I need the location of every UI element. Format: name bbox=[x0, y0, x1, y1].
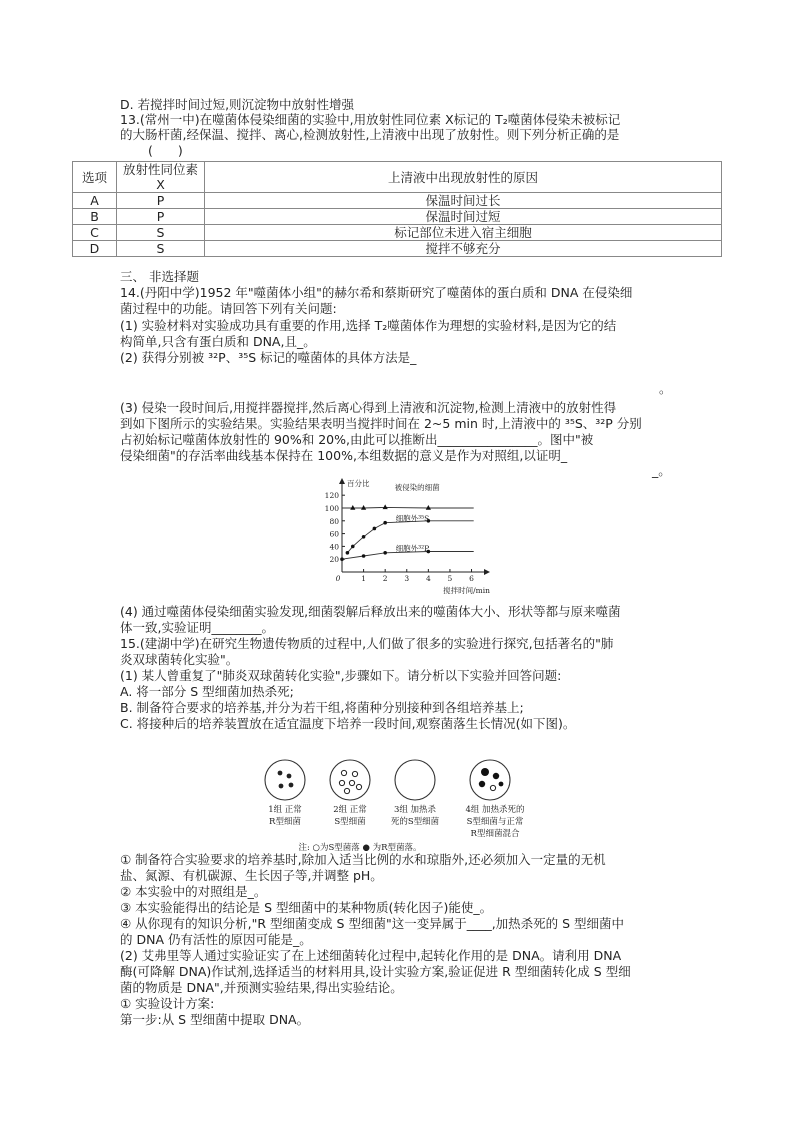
petri-label-1b: R型细菌 bbox=[269, 817, 301, 827]
table-cell: B bbox=[73, 209, 117, 225]
q15-part2-line1: (2) 艾弗里等人通过实验证实了在上述细菌转化过程中,起转化作用的是 DNA。请利用 DNA bbox=[120, 948, 622, 963]
table-cell: D bbox=[73, 241, 117, 257]
header-option: 选项 bbox=[73, 162, 117, 193]
x-tick-label: 2 bbox=[382, 574, 388, 583]
q15-part2-line2: 酶(可降解 DNA)作试剂,选择适当的材料用具,设计实验方案,验证促进 R 型细菌转化成 S 型细 bbox=[120, 964, 631, 979]
table-cell: S bbox=[117, 241, 205, 257]
table-header-row bbox=[73, 162, 722, 193]
q15-part2-line3: 菌的物质是 DNA",并预测实验结果,得出实验结论。 bbox=[120, 980, 403, 995]
y-tick-label: 80 bbox=[329, 516, 339, 526]
data-point bbox=[383, 504, 388, 509]
x-tick-label: 0 bbox=[335, 574, 341, 583]
series-label: 细胞外³⁵S bbox=[395, 514, 430, 523]
x-axis-label: 搅拌时间/min bbox=[443, 586, 490, 595]
q14-part3-line1: (3) 侵染一段时间后,用搅拌器搅拌,然后离心得到上清液和沉淀物,检测上清液中的放射性得 bbox=[120, 400, 617, 415]
q15-line1: 15.(建湖中学)在研究生物遗传物质的过程中,人们做了很多的实验进行探究,包括著名的"肺 bbox=[120, 636, 614, 651]
table-cell: A bbox=[73, 193, 117, 209]
q15-item2: ② 本实验中的对照组是_。 bbox=[120, 884, 267, 899]
y-tick-label: 20 bbox=[329, 555, 339, 565]
option-d-text: D. 若搅拌时间过短,则沉淀物中放射性增强 bbox=[120, 97, 355, 112]
petri-legend-note: 注: ○为S型菌落 ● 为R型菌落。 bbox=[298, 843, 422, 853]
q14-line1: 14.(丹阳中学)1952 年"噬菌体小组"的赫尔希和蔡斯研究了噬菌体的蛋白质和 DNA 在侵染细 bbox=[120, 285, 633, 300]
q13-answer-blank: ( ) bbox=[148, 143, 183, 158]
header-isotope-line2: X bbox=[156, 177, 165, 192]
chart-axes bbox=[339, 478, 490, 575]
data-point bbox=[340, 557, 344, 561]
header-isotope-line1: 放射性同位素 bbox=[122, 162, 198, 177]
x-tick-label: 6 bbox=[469, 574, 474, 583]
petri-dish-figure bbox=[255, 755, 565, 855]
q15-part1-intro: (1) 某人曾重复了"肺炎双球菌转化实验",步骤如下。请分析以下实验并回答问题: bbox=[120, 668, 562, 683]
petri-label-4a: 4组 加热杀死的 bbox=[465, 805, 525, 815]
q15-item4-line2: 的 DNA 仍有活性的原因可能是_。 bbox=[120, 932, 312, 947]
x-tick-label: 5 bbox=[447, 574, 453, 583]
table-cell: P bbox=[117, 209, 205, 225]
q13-line1: 13.(常州一中)在噬菌体侵染细菌的实验中,用放射性同位素 X标记的 T₂噬菌体侵染未被标记 bbox=[120, 112, 621, 127]
series-label: 细胞外³²P bbox=[395, 544, 430, 553]
x-tick-label: 3 bbox=[404, 574, 410, 583]
q14-part3-end: _。 bbox=[652, 463, 671, 478]
petri-label-3b: 死的S型细菌 bbox=[390, 817, 440, 827]
data-point bbox=[373, 527, 377, 531]
data-point bbox=[346, 551, 350, 555]
table-row bbox=[73, 193, 722, 209]
section-3-heading: 三、 非选择题 bbox=[120, 269, 199, 284]
q15-step1: 第一步:从 S 型细菌中提取 DNA。 bbox=[120, 1012, 310, 1027]
q14-part2-line1: (2) 获得分别被 ³²P、³⁵S 标记的噬菌体的具体方法是_ bbox=[120, 350, 417, 365]
x-axis-arrow bbox=[484, 569, 490, 575]
petri-label-2a: 2组 正常 bbox=[333, 805, 367, 815]
x-tick-label: 1 bbox=[361, 574, 366, 583]
q15-item3: ③ 本实验能得出的结论是 S 型细菌中的某种物质(转化因子)能使_。 bbox=[120, 900, 493, 915]
chart-labels bbox=[325, 478, 490, 595]
table-cell: P bbox=[117, 193, 205, 209]
petri-dish-4 bbox=[470, 760, 510, 800]
q14-part4-line1: (4) 通过噬菌体侵染细菌实验发现,细菌裂解后释放出来的噬菌体大小、形状等都与原来噬菌 bbox=[120, 604, 621, 619]
series-1 bbox=[342, 504, 474, 509]
q15-step-a: A. 将一部分 S 型细菌加热杀死; bbox=[120, 684, 294, 699]
petri-label-2b: S型细菌 bbox=[334, 817, 366, 827]
table-cell: 保温时间过短 bbox=[205, 209, 722, 225]
petri-dish-3 bbox=[395, 760, 435, 800]
table-row bbox=[73, 225, 722, 241]
q14-part1-line1: (1) 实验材料对实验成功具有重要的作用,选择 T₂噬菌体作为理想的实验材料,是因为它的结 bbox=[120, 318, 617, 333]
q14-part3-line3: 占初始标记噬菌体放射性的 90%和 20%,由此可以推断出________________。图中"被 bbox=[120, 432, 594, 447]
data-point bbox=[350, 505, 355, 510]
header-isotope bbox=[117, 162, 205, 193]
y-tick-label: 60 bbox=[329, 529, 339, 539]
phage-chart bbox=[315, 475, 490, 595]
series-label: 被侵染的细菌 bbox=[394, 483, 440, 492]
petri-labels bbox=[268, 804, 525, 853]
y-axis-arrow bbox=[339, 478, 345, 484]
petri-label-4c: R型细菌混合 bbox=[470, 829, 520, 839]
y-tick-label: 40 bbox=[329, 542, 339, 552]
q15-item4-line1: ④ 从你现有的知识分析,"R 型细菌变成 S 型细菌"这一变异属于____,加热杀死的 S 型细菌中 bbox=[120, 916, 625, 931]
table-cell: 搅拌不够充分 bbox=[205, 241, 722, 257]
petri-dish-2 bbox=[330, 760, 370, 800]
q14-part1-line2: 构简单,只含有蛋白质和 DNA,且_。 bbox=[120, 334, 316, 349]
q15-line2: 炎双球菌转化实验"。 bbox=[120, 652, 239, 667]
table-cell: S bbox=[117, 225, 205, 241]
q14-part4-line2: 体一致,实验证明________。 bbox=[120, 620, 274, 635]
data-point bbox=[426, 505, 431, 510]
table-row bbox=[73, 209, 722, 225]
q13-line2: 的大肠杆菌,经保温、搅拌、离心,检测放射性,上清液中出现了放射性。则下列分析正确的是 bbox=[120, 127, 620, 142]
data-point bbox=[351, 545, 355, 549]
q14-part2-end: 。 bbox=[659, 381, 672, 396]
q15-item1-line2: 盐、氮源、有机碳源、生长因子等,并调整 pH。 bbox=[120, 868, 383, 883]
q14-line2: 菌过程中的功能。请回答下列有关问题: bbox=[120, 301, 337, 316]
data-point bbox=[383, 551, 387, 555]
y-axis-label: 百分比 bbox=[347, 479, 370, 488]
table-cell: C bbox=[73, 225, 117, 241]
petri-label-3a: 3组 加热杀 bbox=[393, 805, 437, 815]
header-reason: 上清液中出现放射性的原因 bbox=[205, 162, 722, 193]
data-point bbox=[362, 554, 366, 558]
options-table bbox=[72, 161, 722, 257]
x-tick-label: 4 bbox=[425, 574, 431, 583]
data-point bbox=[362, 535, 366, 539]
q15-step-c: C. 将接种后的培养装置放在适宜温度下培养一段时间,观察菌落生长情况(如下图)。 bbox=[120, 716, 576, 731]
y-tick-label: 120 bbox=[324, 491, 339, 501]
q15-item1-line1: ① 制备符合实验要求的培养基时,除加入适当比例的水和琼脂外,还必须加入一定量的无机 bbox=[120, 852, 606, 867]
series-line bbox=[342, 507, 474, 508]
table-cell: 标记部位未进入宿主细胞 bbox=[205, 225, 722, 241]
table-row bbox=[73, 241, 722, 257]
q14-part3-line2: 到如下图所示的实验结果。实验结果表明当搅拌时间在 2~5 min 时,上清液中的 ³⁵S、³²P 分别 bbox=[120, 416, 642, 431]
q15-design-heading: ① 实验设计方案: bbox=[120, 996, 215, 1011]
data-point bbox=[361, 505, 366, 510]
petri-label-4b: S型细菌与正常 bbox=[466, 817, 524, 827]
q14-part3-line4: 侵染细菌"的存活率曲线基本保持在 100%,本组数据的意义是作为对照组,以证明_ bbox=[120, 448, 568, 463]
petri-label-1a: 1组 正常 bbox=[268, 805, 302, 815]
petri-dish-1 bbox=[265, 760, 305, 800]
data-point bbox=[383, 521, 387, 525]
q15-step-b: B. 制备符合要求的培养基,并分为若干组,将菌种分别接种到各组培养基上; bbox=[120, 700, 524, 715]
table-cell: 保温时间过长 bbox=[205, 193, 722, 209]
y-tick-label: 100 bbox=[324, 504, 339, 513]
